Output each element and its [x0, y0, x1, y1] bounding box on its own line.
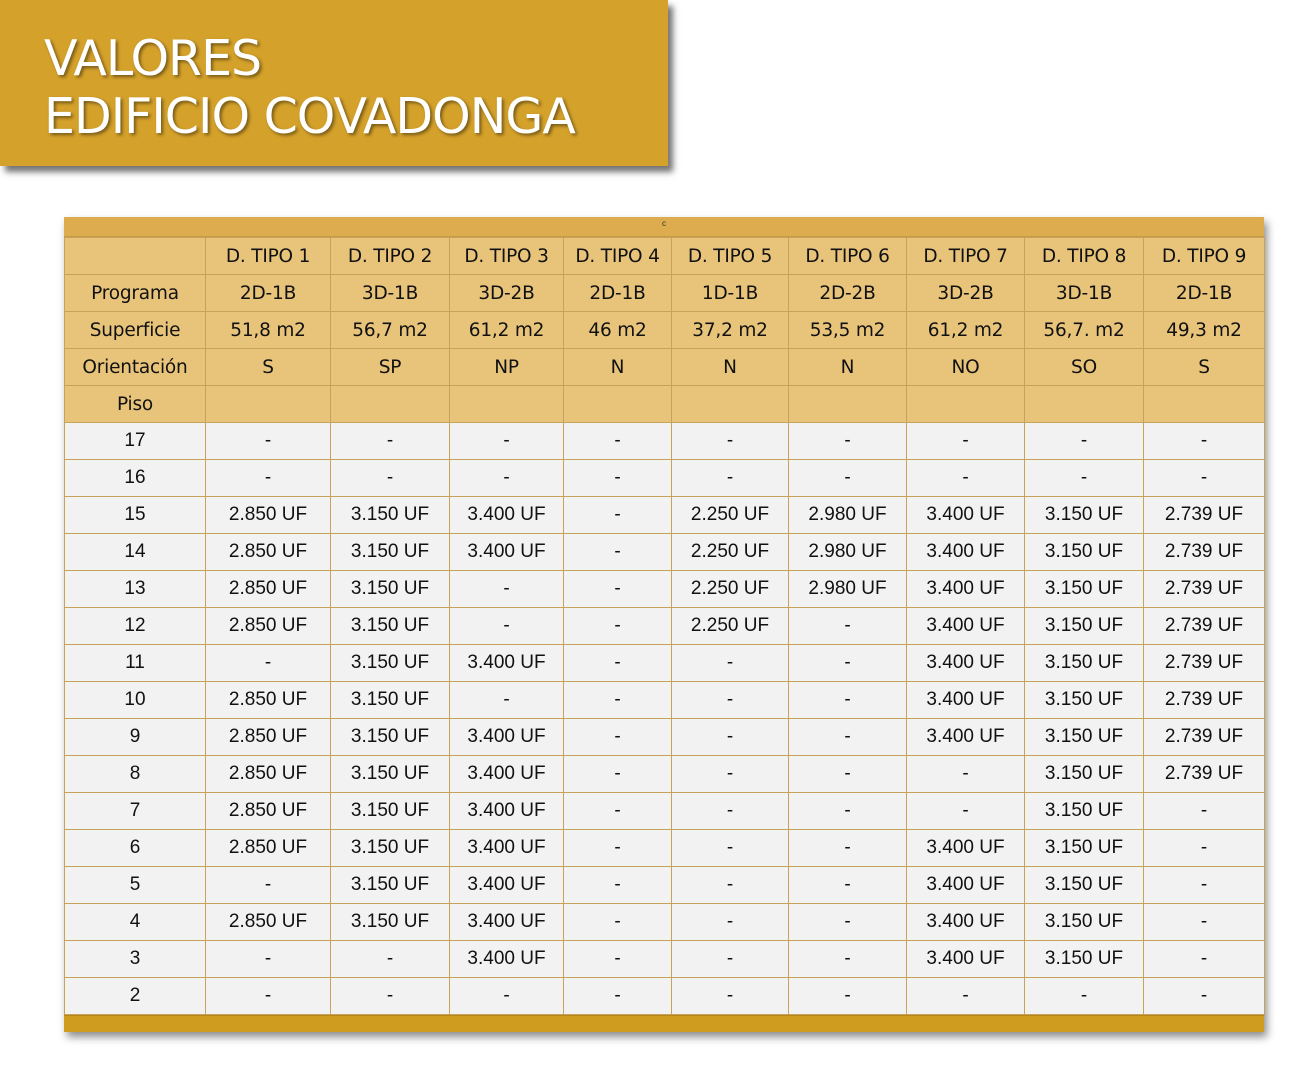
table-cell: - — [206, 645, 331, 682]
table-cell: 3.150 UF — [331, 830, 450, 867]
table-cell — [672, 386, 789, 423]
table-bottom-strip — [64, 1015, 1264, 1032]
table-cell: N — [564, 349, 672, 386]
table-row — [65, 830, 1265, 867]
table-cell: 2.250 UF — [672, 571, 789, 608]
table-cell: 3.150 UF — [331, 793, 450, 830]
table-cell: 3.150 UF — [1025, 497, 1144, 534]
table-cell: 3.400 UF — [450, 645, 564, 682]
row-label-cell: 5 — [65, 867, 206, 904]
table-cell: 3.400 UF — [907, 534, 1025, 571]
table-cell: - — [907, 978, 1025, 1015]
table-cell: - — [564, 978, 672, 1015]
table-cell: - — [564, 904, 672, 941]
table-row — [65, 756, 1265, 793]
table-cell: - — [564, 867, 672, 904]
table-cell: 3.150 UF — [1025, 941, 1144, 978]
table-cell: 2.739 UF — [1144, 719, 1265, 756]
table-cell: 2.850 UF — [206, 756, 331, 793]
row-label-cell: 6 — [65, 830, 206, 867]
table-cell: - — [1144, 793, 1265, 830]
table-cell: 3.400 UF — [450, 719, 564, 756]
table-row — [65, 645, 1265, 682]
table-cell: - — [789, 460, 907, 497]
table-cell: 3.150 UF — [1025, 719, 1144, 756]
table-cell: 3.150 UF — [331, 719, 450, 756]
table-cell: - — [450, 460, 564, 497]
row-label-cell: 2 — [65, 978, 206, 1015]
table-cell: 37,2 m2 — [672, 312, 789, 349]
table-cell: - — [789, 904, 907, 941]
table-cell: - — [450, 682, 564, 719]
table-cell — [206, 386, 331, 423]
table-cell: D. TIPO 3 — [450, 238, 564, 275]
table-cell: - — [564, 941, 672, 978]
row-label-cell: 10 — [65, 682, 206, 719]
table-cell: NO — [907, 349, 1025, 386]
table-cell: 3D-2B — [450, 275, 564, 312]
table-cell: - — [789, 645, 907, 682]
table-cell: D. TIPO 1 — [206, 238, 331, 275]
table-cell: - — [206, 867, 331, 904]
table-cell: 3.150 UF — [1025, 904, 1144, 941]
table-cell: - — [1144, 460, 1265, 497]
table-row — [65, 904, 1265, 941]
table-cell: 2.850 UF — [206, 497, 331, 534]
table-cell: - — [672, 423, 789, 460]
row-label-cell: 8 — [65, 756, 206, 793]
table-cell: - — [450, 608, 564, 645]
table-cell: 2.850 UF — [206, 682, 331, 719]
table-cell — [1144, 386, 1265, 423]
table-cell: 3.400 UF — [450, 830, 564, 867]
table-cell: 1D-1B — [672, 275, 789, 312]
table-cell: 2.850 UF — [206, 534, 331, 571]
table-cell: 3.150 UF — [331, 756, 450, 793]
table-cell: 3.150 UF — [331, 571, 450, 608]
table-cell: 49,3 m2 — [1144, 312, 1265, 349]
table-cell: - — [789, 867, 907, 904]
table-cell: - — [672, 867, 789, 904]
table-row — [65, 534, 1265, 571]
table-cell: - — [564, 460, 672, 497]
table-cell: 3.400 UF — [907, 830, 1025, 867]
table-cell: - — [672, 978, 789, 1015]
table-cell: - — [1025, 460, 1144, 497]
table-row — [65, 682, 1265, 719]
table-cell: - — [1025, 423, 1144, 460]
table-cell: - — [564, 645, 672, 682]
table-cell: 2.980 UF — [789, 571, 907, 608]
table-cell: 3.400 UF — [450, 904, 564, 941]
table-cell: - — [1144, 978, 1265, 1015]
table-cell: 3.400 UF — [450, 941, 564, 978]
header-row — [65, 275, 1265, 312]
table-cell: - — [672, 830, 789, 867]
row-label-cell: 3 — [65, 941, 206, 978]
table-cell: - — [564, 830, 672, 867]
table-cell: 3D-1B — [1025, 275, 1144, 312]
header-row-columns — [65, 238, 1265, 275]
table-cell — [331, 386, 450, 423]
table-cell: 53,5 m2 — [789, 312, 907, 349]
table-cell: - — [1144, 904, 1265, 941]
table-cell: - — [331, 978, 450, 1015]
table-cell: - — [564, 423, 672, 460]
table-cell: D. TIPO 8 — [1025, 238, 1144, 275]
table-cell: D. TIPO 4 — [564, 238, 672, 275]
table-cell: 3.400 UF — [907, 608, 1025, 645]
table-cell: 3.150 UF — [1025, 534, 1144, 571]
row-label-cell: Orientación — [65, 349, 206, 386]
table-cell: D. TIPO 7 — [907, 238, 1025, 275]
table-cell: - — [672, 793, 789, 830]
table-cell: 2.850 UF — [206, 793, 331, 830]
table-cell: - — [672, 941, 789, 978]
table-cell: 3.150 UF — [1025, 756, 1144, 793]
table-cell: 2.980 UF — [789, 497, 907, 534]
table-cell — [1025, 386, 1144, 423]
table-cell: 3.150 UF — [1025, 645, 1144, 682]
table-cell: - — [1025, 978, 1144, 1015]
table-cell: N — [672, 349, 789, 386]
page-title-line-2: EDIFICIO COVADONGA — [44, 88, 575, 145]
table-cell: 2D-2B — [789, 275, 907, 312]
row-label-cell: 9 — [65, 719, 206, 756]
table-cell — [450, 386, 564, 423]
table-cell: 2.739 UF — [1144, 497, 1265, 534]
table-cell: SO — [1025, 349, 1144, 386]
table-cell: 61,2 m2 — [450, 312, 564, 349]
table-cell: 46 m2 — [564, 312, 672, 349]
top-strip-mark: c — [662, 219, 666, 228]
table-cell: 3.400 UF — [907, 867, 1025, 904]
table-cell: 3.150 UF — [331, 534, 450, 571]
table-row — [65, 423, 1265, 460]
table-cell: 3.400 UF — [907, 682, 1025, 719]
table-cell: 56,7 m2 — [331, 312, 450, 349]
table-cell: - — [672, 460, 789, 497]
table-cell: - — [672, 719, 789, 756]
table-cell: 2.250 UF — [672, 497, 789, 534]
table-cell: 3.150 UF — [1025, 608, 1144, 645]
table-cell: D. TIPO 6 — [789, 238, 907, 275]
table-cell: 2D-1B — [1144, 275, 1265, 312]
table-cell: - — [450, 978, 564, 1015]
table-cell: N — [789, 349, 907, 386]
header-row — [65, 312, 1265, 349]
table-cell: 3.150 UF — [1025, 830, 1144, 867]
row-label-cell: 13 — [65, 571, 206, 608]
table-cell: 2.250 UF — [672, 608, 789, 645]
table-cell: S — [1144, 349, 1265, 386]
row-label-cell: 16 — [65, 460, 206, 497]
price-table — [64, 237, 1265, 1015]
table-cell: - — [1144, 867, 1265, 904]
table-cell: 2.739 UF — [1144, 608, 1265, 645]
table-cell: 3.400 UF — [450, 793, 564, 830]
table-cell — [564, 386, 672, 423]
row-label-cell: 15 — [65, 497, 206, 534]
table-cell: 2D-1B — [564, 275, 672, 312]
table-cell: - — [789, 608, 907, 645]
table-cell: - — [672, 904, 789, 941]
table-cell: 3.400 UF — [907, 941, 1025, 978]
price-table-body — [65, 238, 1265, 1015]
table-cell: - — [450, 423, 564, 460]
table-cell: 3.400 UF — [450, 534, 564, 571]
table-row — [65, 608, 1265, 645]
table-cell: - — [450, 571, 564, 608]
table-cell: 3.400 UF — [907, 645, 1025, 682]
table-cell: 56,7. m2 — [1025, 312, 1144, 349]
table-cell: 3.150 UF — [1025, 867, 1144, 904]
table-cell: - — [789, 719, 907, 756]
table-row — [65, 571, 1265, 608]
table-cell: - — [331, 460, 450, 497]
table-cell: - — [564, 608, 672, 645]
table-cell: - — [672, 645, 789, 682]
row-label-cell: 17 — [65, 423, 206, 460]
table-row — [65, 978, 1265, 1015]
row-label-cell: Superficie — [65, 312, 206, 349]
table-cell: - — [907, 423, 1025, 460]
row-label-cell — [65, 238, 206, 275]
table-row — [65, 793, 1265, 830]
table-cell: 3.400 UF — [907, 719, 1025, 756]
table-cell: NP — [450, 349, 564, 386]
price-table-container — [64, 217, 1264, 1032]
table-cell: 2.739 UF — [1144, 571, 1265, 608]
header-row — [65, 349, 1265, 386]
table-cell: 3.400 UF — [907, 497, 1025, 534]
table-cell: - — [1144, 423, 1265, 460]
table-top-strip — [64, 217, 1264, 237]
table-cell: - — [789, 756, 907, 793]
table-cell: 3.150 UF — [1025, 571, 1144, 608]
row-label-cell: 7 — [65, 793, 206, 830]
table-cell: - — [1144, 830, 1265, 867]
table-row — [65, 941, 1265, 978]
table-row — [65, 497, 1265, 534]
table-cell: 61,2 m2 — [907, 312, 1025, 349]
table-cell: - — [907, 793, 1025, 830]
table-cell: 2.739 UF — [1144, 682, 1265, 719]
row-label-cell: 12 — [65, 608, 206, 645]
table-cell: - — [672, 682, 789, 719]
row-label-cell: 14 — [65, 534, 206, 571]
table-cell: 3.150 UF — [331, 904, 450, 941]
table-cell: - — [672, 756, 789, 793]
table-cell: 3.150 UF — [331, 645, 450, 682]
table-cell: - — [789, 941, 907, 978]
page-title-line-1: VALORES — [44, 30, 262, 87]
table-cell: - — [206, 978, 331, 1015]
table-cell: - — [1144, 941, 1265, 978]
table-row — [65, 867, 1265, 904]
table-cell: 3.150 UF — [331, 608, 450, 645]
table-cell: - — [331, 941, 450, 978]
row-label-cell: 4 — [65, 904, 206, 941]
table-cell: 51,8 m2 — [206, 312, 331, 349]
table-cell: 2.850 UF — [206, 830, 331, 867]
table-cell: 3.400 UF — [907, 904, 1025, 941]
table-cell: - — [789, 978, 907, 1015]
table-cell: - — [564, 571, 672, 608]
table-cell: 2.850 UF — [206, 608, 331, 645]
table-cell: - — [564, 497, 672, 534]
table-cell: 3.150 UF — [1025, 682, 1144, 719]
table-cell: 2.739 UF — [1144, 756, 1265, 793]
table-cell: 3.150 UF — [331, 497, 450, 534]
row-label-cell: 11 — [65, 645, 206, 682]
table-cell: 2.850 UF — [206, 719, 331, 756]
table-cell: 3.400 UF — [450, 756, 564, 793]
table-cell: - — [789, 682, 907, 719]
table-row — [65, 719, 1265, 756]
row-label-cell: Piso — [65, 386, 206, 423]
table-cell: - — [564, 534, 672, 571]
table-cell: 2.250 UF — [672, 534, 789, 571]
table-cell: 3D-2B — [907, 275, 1025, 312]
table-cell: - — [206, 423, 331, 460]
table-cell: - — [907, 756, 1025, 793]
table-cell: 3.400 UF — [450, 867, 564, 904]
table-cell — [789, 386, 907, 423]
table-cell: 3.150 UF — [331, 682, 450, 719]
table-cell: - — [206, 941, 331, 978]
header-row — [65, 386, 1265, 423]
table-row — [65, 460, 1265, 497]
table-cell: - — [789, 423, 907, 460]
table-cell: 3.400 UF — [450, 497, 564, 534]
table-cell: D. TIPO 5 — [672, 238, 789, 275]
table-cell: 2.739 UF — [1144, 645, 1265, 682]
table-cell: - — [907, 460, 1025, 497]
table-cell: - — [206, 460, 331, 497]
table-cell: 2.739 UF — [1144, 534, 1265, 571]
table-cell: SP — [331, 349, 450, 386]
table-cell: S — [206, 349, 331, 386]
table-cell: - — [564, 682, 672, 719]
table-cell: 3.400 UF — [907, 571, 1025, 608]
table-cell: - — [789, 793, 907, 830]
table-cell: - — [789, 830, 907, 867]
table-cell: 3.150 UF — [331, 867, 450, 904]
title-banner — [0, 0, 668, 166]
table-cell: 3D-1B — [331, 275, 450, 312]
table-cell: - — [564, 719, 672, 756]
table-cell: - — [331, 423, 450, 460]
table-cell: 2.980 UF — [789, 534, 907, 571]
table-cell: - — [564, 756, 672, 793]
table-cell: 2.850 UF — [206, 904, 331, 941]
table-cell: 3.150 UF — [1025, 793, 1144, 830]
table-cell: D. TIPO 9 — [1144, 238, 1265, 275]
row-label-cell: Programa — [65, 275, 206, 312]
table-cell: 2D-1B — [206, 275, 331, 312]
table-cell: - — [564, 793, 672, 830]
table-cell: D. TIPO 2 — [331, 238, 450, 275]
table-cell — [907, 386, 1025, 423]
table-cell: 2.850 UF — [206, 571, 331, 608]
